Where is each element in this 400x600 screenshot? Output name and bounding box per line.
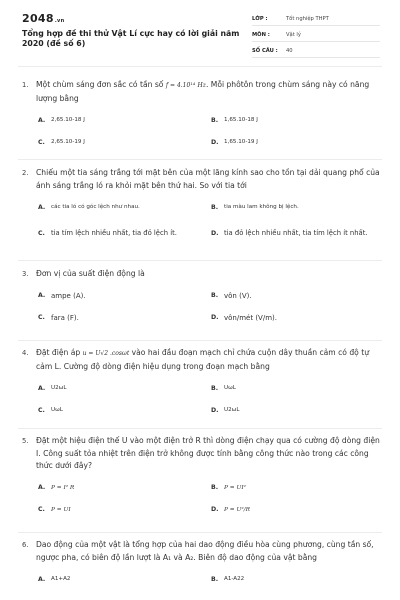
option-letter: A. <box>38 575 46 583</box>
question-1 <box>22 79 384 153</box>
option-letter: C. <box>38 229 45 237</box>
stem-text: Dao động của một vật là tổng hợp của hai dao động điều hòa cùng phương, cùng tần số, ngược pha, có biên độ lần lượt là A₁ và A₂. Biên độ dao động của vật bằng <box>36 540 374 562</box>
option-text: P = I² R <box>51 484 75 491</box>
option-text: tia đỏ lệch nhiều nhất, tia tím lệch ít nhất. <box>224 229 368 237</box>
answer-options <box>38 285 384 329</box>
option-text: fara (F). <box>51 313 79 322</box>
option-letter: C. <box>38 406 45 414</box>
question-stem <box>22 347 384 373</box>
answer-options <box>38 568 384 590</box>
stem-text: Đặt điện áp <box>36 348 81 357</box>
option-text: tia tím lệch nhiều nhất, tia đỏ lệch ít. <box>51 229 177 237</box>
question-number: 6. <box>22 541 29 549</box>
option-letter: B. <box>211 203 219 211</box>
question-stem <box>22 435 384 473</box>
option-letter: A. <box>38 116 46 124</box>
stem-text: vào hai đầu đoạn mạch chỉ chứa cuộn dây thuần cảm có độ tự cảm L. Cường độ dòng điện hiệu dụng trong đoạn mạch bằng <box>36 348 370 371</box>
logo-suffix: .vn <box>54 18 65 24</box>
answer-option-c[interactable] <box>38 131 211 153</box>
divider <box>18 66 382 67</box>
option-letter: D. <box>211 314 219 321</box>
answer-option-d[interactable] <box>211 218 384 248</box>
question-number: 3. <box>22 270 29 278</box>
question-number: 4. <box>22 349 29 357</box>
option-text: UωL <box>224 385 236 391</box>
stem-text: Chiếu một tia sáng trắng tới mặt bên của một lăng kính sao cho tồn tại dải quang phổ của ánh sáng trắng ló ra khỏi mặt bên thứ hai. So với tia tới <box>36 168 380 190</box>
question-3 <box>22 268 384 329</box>
answer-option-c[interactable] <box>38 307 211 329</box>
question-stem <box>22 79 384 105</box>
answer-options <box>38 377 384 421</box>
option-text: các tia ló có góc lệch như nhau. <box>51 204 140 210</box>
answer-options <box>38 109 384 153</box>
meta-row-subject <box>252 26 380 42</box>
answer-option-a[interactable] <box>38 109 211 131</box>
option-text: A1-A22 <box>224 576 245 582</box>
divider <box>18 532 382 533</box>
option-text: vôn/mét (V/m). <box>224 313 277 322</box>
option-letter: D. <box>211 506 219 513</box>
answer-option-d[interactable] <box>211 499 384 521</box>
option-text: A1+A2 <box>51 576 71 582</box>
answer-option-a[interactable] <box>38 285 211 307</box>
option-letter: D. <box>211 229 219 237</box>
exam-meta <box>252 10 380 58</box>
question-5 <box>22 435 384 521</box>
meta-row-class <box>252 10 380 26</box>
page-title: Tổng hợp đề thi thử Vật Lí cực hay có lời giải năm 2020 (đề số 6) <box>22 29 240 48</box>
answer-option-b[interactable] <box>211 377 384 399</box>
option-text: 1,65.10-18 J <box>224 117 258 123</box>
answer-option-d[interactable] <box>211 131 384 153</box>
logo-text: 2048 <box>22 12 54 25</box>
answer-option-d[interactable] <box>211 307 384 329</box>
option-letter: B. <box>211 384 219 392</box>
meta-value: Vật lý <box>286 32 301 38</box>
option-letter: B. <box>211 575 219 583</box>
site-logo[interactable] <box>22 12 64 25</box>
meta-label: MÔN : <box>252 32 270 38</box>
answer-option-a[interactable] <box>38 568 211 590</box>
option-letter: A. <box>38 203 46 211</box>
answer-option-a[interactable] <box>38 196 211 218</box>
answer-option-c[interactable] <box>38 218 211 248</box>
answer-option-b[interactable] <box>211 477 384 499</box>
stem-formula: u = U√2 .cosωt <box>82 350 130 357</box>
question-number: 1. <box>22 81 29 89</box>
answer-option-c[interactable] <box>38 499 211 521</box>
answer-option-b[interactable] <box>211 196 384 218</box>
question-4 <box>22 347 384 421</box>
stem-formula: f = 4.10¹⁴ <box>165 82 196 89</box>
option-letter: B. <box>211 484 219 491</box>
option-letter: D. <box>211 138 219 146</box>
answer-option-c[interactable] <box>38 399 211 421</box>
answer-option-b[interactable] <box>211 109 384 131</box>
option-text: UωL <box>51 407 63 413</box>
question-6 <box>22 539 384 590</box>
answer-options <box>38 477 384 521</box>
question-stem <box>22 268 384 281</box>
option-text: P = U²/R <box>224 506 250 513</box>
option-text: P = UI <box>51 506 71 513</box>
question-number: 2. <box>22 169 29 177</box>
option-letter: B. <box>211 292 219 299</box>
option-text: 1,65.10-19 J <box>224 139 258 145</box>
option-text: P = UI² <box>224 484 246 491</box>
stem-text: Một chùm sáng đơn sắc có tần số <box>36 80 164 89</box>
page-header <box>0 0 400 62</box>
answer-option-b[interactable] <box>211 285 384 307</box>
meta-row-count <box>252 42 380 58</box>
option-text: U2ωL <box>224 407 240 413</box>
option-text: ampe (A). <box>51 291 86 300</box>
stem-text: Đơn vị của suất điện động là <box>36 269 145 278</box>
option-letter: A. <box>38 384 46 392</box>
meta-label: SỐ CÂU : <box>252 48 278 54</box>
option-text: 2,65.10-18 J <box>51 117 85 123</box>
answer-option-d[interactable] <box>211 399 384 421</box>
meta-value: 40 <box>286 48 293 54</box>
option-letter: D. <box>211 406 219 414</box>
option-text: 2,65.10-19 J <box>51 139 85 145</box>
question-stem <box>22 539 384 564</box>
stem-text: Đặt một hiệu điện thế U vào một điện trở R thì dòng điện chạy qua có cường độ dòng điện I. Công suất tỏa nhiệt trên điện trở không được tính bằng công thức nào trong các công thức dưới đây? <box>36 436 380 470</box>
option-text: vôn (V). <box>224 291 252 300</box>
option-letter: C. <box>38 314 45 321</box>
answer-option-a[interactable] <box>38 377 211 399</box>
answer-option-b[interactable] <box>211 568 384 590</box>
question-2 <box>22 167 384 248</box>
answer-options <box>38 196 384 248</box>
meta-value: Tốt nghiệp THPT <box>286 16 329 22</box>
option-text: U2ωL <box>51 385 67 391</box>
option-letter: B. <box>211 116 219 124</box>
option-letter: A. <box>38 292 46 299</box>
divider <box>18 428 382 429</box>
option-letter: C. <box>38 138 45 146</box>
question-number: 5. <box>22 437 29 445</box>
question-stem <box>22 167 384 192</box>
divider <box>18 260 382 261</box>
option-letter: A. <box>38 484 46 491</box>
divider <box>18 340 382 341</box>
option-letter: C. <box>38 506 45 513</box>
meta-label: LỚP : <box>252 16 268 22</box>
option-text: tia màu lam không bị lệch. <box>224 204 299 210</box>
stem-unit: Hz <box>197 82 206 89</box>
divider <box>18 159 382 160</box>
answer-option-a[interactable] <box>38 477 211 499</box>
stem-text: . Mỗi phôtôn trong chùm sáng này có năng lượng bằng <box>36 80 370 103</box>
